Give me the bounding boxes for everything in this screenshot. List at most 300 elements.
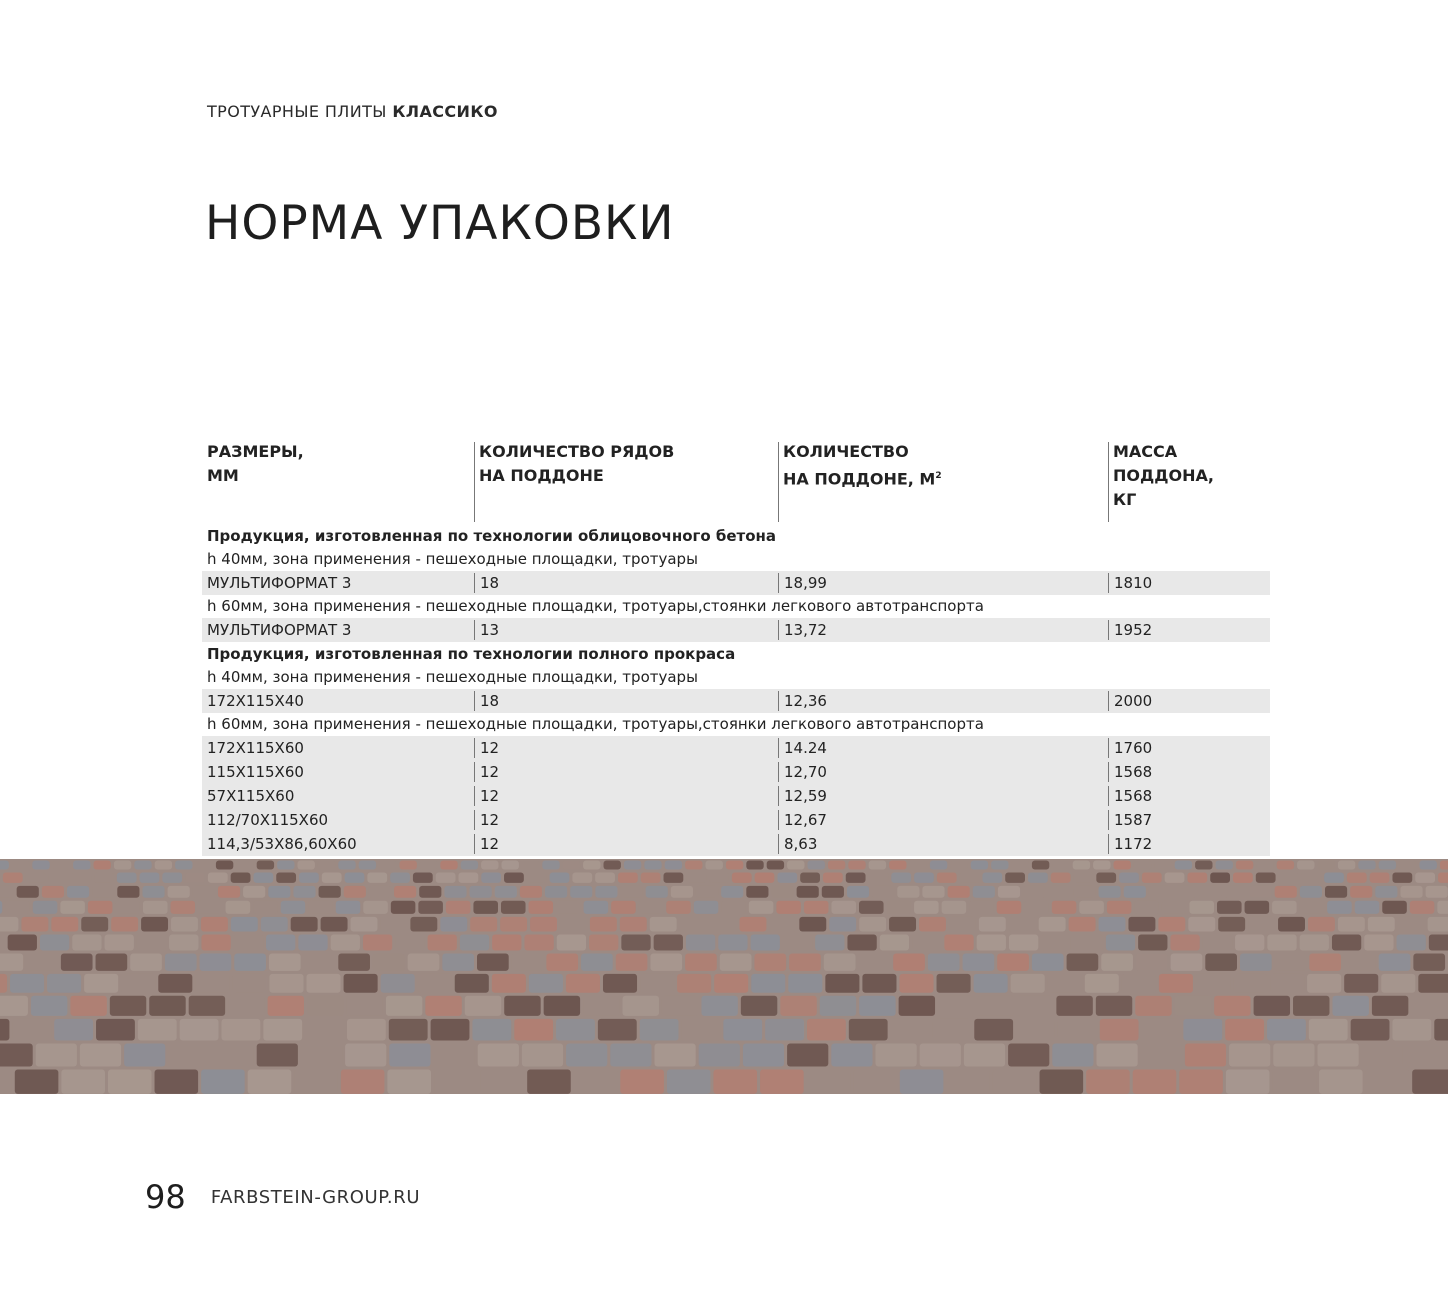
paver-stone (294, 1070, 338, 1094)
paver-stone (21, 917, 48, 932)
area-cell: 14.24 (778, 738, 827, 758)
paver-stone (180, 1019, 219, 1041)
paver-stone (1039, 917, 1066, 932)
paver-stone (105, 935, 134, 951)
paver-stone (51, 917, 78, 932)
paver-stone (33, 901, 58, 914)
paver-stone (200, 954, 232, 971)
paver-stone (149, 996, 185, 1016)
paver-stone (1138, 935, 1167, 951)
paver-stone (345, 873, 365, 883)
paver-stone (379, 861, 396, 870)
paver-stone (418, 901, 443, 914)
paver-stone (993, 1070, 1037, 1094)
paver-stone (713, 1070, 757, 1094)
paver-stone (872, 886, 894, 898)
paver-stone (709, 873, 729, 883)
paver-stone (1300, 886, 1322, 898)
paver-stone (111, 917, 138, 932)
paver-stone (804, 901, 829, 914)
paver-stone (950, 861, 967, 870)
paver-stone (611, 901, 636, 914)
paver-stone (169, 935, 198, 951)
paver-stone (201, 917, 228, 932)
rows-count-cell: 12 (474, 786, 499, 806)
page-kicker (207, 102, 498, 121)
paver-stone (1009, 917, 1036, 932)
paver-stone (305, 1019, 344, 1041)
paver-stone (1032, 861, 1049, 870)
paver-stone (853, 1070, 897, 1094)
paver-stone (522, 861, 539, 870)
paver-stone (1434, 1019, 1448, 1041)
paver-stone (1309, 954, 1341, 971)
paver-stone (1142, 873, 1162, 883)
paver-stone (1351, 1019, 1390, 1041)
paver-stone (557, 935, 586, 951)
paver-stone (974, 974, 1008, 993)
paver-stone (440, 861, 457, 870)
paver-stone (1011, 974, 1045, 993)
paver-stone (743, 1044, 784, 1067)
paver-stone (667, 1070, 711, 1094)
paver-stone (117, 873, 137, 883)
paver-stone (1032, 954, 1064, 971)
paver-stone (524, 935, 553, 951)
paver-stone (389, 1019, 428, 1041)
paver-stone (914, 901, 939, 914)
table-row (202, 808, 1270, 832)
paver-stone (520, 886, 542, 898)
paver-stone (347, 1019, 386, 1041)
column-divider (474, 442, 475, 522)
paver-stone (1100, 1019, 1139, 1041)
paver-stone (291, 917, 318, 932)
paver-stone (0, 974, 7, 993)
paver-stone (1332, 996, 1368, 1016)
paver-stone (1272, 1070, 1316, 1094)
paver-stone (158, 974, 192, 993)
paver-stone (847, 886, 869, 898)
paver-stone (301, 1044, 342, 1067)
paver-stone (616, 954, 648, 971)
paver-stone (319, 886, 341, 898)
paver-stone (117, 886, 139, 898)
paver-stone (641, 873, 661, 883)
paver-stone (1370, 873, 1390, 883)
paver-stone (944, 935, 973, 951)
paver-stone (542, 861, 559, 870)
paver-stone (1438, 873, 1448, 883)
size-cell: 114,3/53Х86,60Х60 (207, 835, 357, 853)
paver-stone (1133, 1070, 1177, 1094)
paver-stone (1136, 954, 1168, 971)
paver-stone (655, 1044, 696, 1067)
paver-stone (307, 974, 341, 993)
column-header-size: РАЗМЕРЫ, ММ (207, 442, 304, 485)
paver-stone (140, 873, 160, 883)
paver-stone (1154, 861, 1171, 870)
paver-stone (346, 996, 382, 1016)
paver-stone (880, 935, 909, 951)
paver-stone (1250, 886, 1272, 898)
paver-stone (849, 1019, 888, 1041)
paver-stone (1056, 996, 1092, 1016)
paver-stone (598, 1019, 637, 1041)
paver-stone (8, 935, 37, 951)
paver-stone (1101, 954, 1133, 971)
paver-stone (1134, 861, 1151, 870)
paver-stone (974, 1019, 1013, 1041)
paver-stone (277, 861, 294, 870)
paver-stone (1225, 1019, 1264, 1041)
paver-stone (299, 873, 319, 883)
paver-stone (1392, 1019, 1431, 1041)
paver-stone (583, 996, 619, 1016)
mass-cell: 1952 (1108, 620, 1152, 640)
paver-stone (162, 873, 182, 883)
paver-stone (1158, 917, 1185, 932)
paver-stone (694, 901, 719, 914)
paver-stone (269, 974, 303, 993)
paver-stone (1229, 1044, 1270, 1067)
paver-stone (1236, 861, 1253, 870)
paver-stone (640, 1019, 679, 1041)
paver-stone (94, 861, 111, 870)
paver-stone (390, 873, 410, 883)
paver-stone (84, 974, 118, 993)
paver-stone (1358, 861, 1375, 870)
paver-stone (420, 861, 437, 870)
paver-stone (171, 901, 196, 914)
paver-stone (1350, 886, 1372, 898)
paver-stone (823, 873, 843, 883)
group-label: h 40мм, зона применения - пешеходные площадки, тротуары (207, 668, 698, 686)
paver-stone (1368, 917, 1395, 932)
paver-stone (529, 901, 554, 914)
paver-stone (922, 886, 944, 898)
paver-stone (1189, 901, 1214, 914)
paver-stone (1052, 861, 1069, 870)
paver-stone (1413, 954, 1445, 971)
paver-stone (1397, 935, 1426, 951)
paver-stone (367, 873, 387, 883)
table-row (202, 736, 1270, 760)
paver-stone (171, 917, 198, 932)
paver-stone (595, 886, 617, 898)
paver-stone (268, 996, 304, 1016)
paver-stone (400, 861, 417, 870)
paver-stone (893, 954, 925, 971)
paver-stone (338, 861, 355, 870)
paver-stone (1300, 901, 1325, 914)
paver-stone (473, 901, 498, 914)
paver-stone (434, 1044, 475, 1067)
paver-stone (185, 873, 205, 883)
paver-stone (1428, 917, 1448, 932)
paver-stone (226, 901, 251, 914)
paver-stone (831, 1044, 872, 1067)
paver-stone (807, 1019, 846, 1041)
paver-stone (1379, 861, 1396, 870)
packing-table (202, 440, 1270, 856)
paver-stone (666, 901, 691, 914)
paver-stone (318, 861, 335, 870)
paver-stone (973, 886, 995, 898)
paver-stone (610, 1044, 651, 1067)
paver-stone (910, 861, 927, 870)
paver-stone (0, 1019, 9, 1041)
paver-stone (363, 901, 388, 914)
paver-stone (1248, 917, 1275, 932)
paver-stone (1275, 886, 1297, 898)
rows-count-cell: 12 (474, 810, 499, 830)
mass-cell: 1172 (1108, 834, 1152, 854)
paver-stone (590, 917, 617, 932)
paver-stone (213, 1044, 254, 1067)
paver-stone (680, 917, 707, 932)
paver-stone (937, 873, 957, 883)
paver-stone (1256, 861, 1273, 870)
paver-stone (732, 873, 752, 883)
paver-stone (584, 901, 609, 914)
paver-stone (26, 954, 58, 971)
paver-stone (1278, 917, 1305, 932)
paver-stone (338, 954, 370, 971)
paver-stone (1170, 935, 1199, 951)
paver-stone (529, 974, 563, 993)
paver-stone (603, 974, 637, 993)
paver-stone (574, 1070, 618, 1094)
paver-stone (829, 917, 856, 932)
paver-stone (1141, 1044, 1182, 1067)
paver-stone (61, 954, 93, 971)
paver-stone (776, 901, 801, 914)
paver-stone (718, 935, 747, 951)
paver-stone (1275, 954, 1307, 971)
paver-stone (899, 974, 933, 993)
paver-stone (208, 873, 228, 883)
paver-stone (662, 996, 698, 1016)
paver-stone (566, 974, 600, 993)
paver-stone (504, 996, 540, 1016)
paver-stone (394, 886, 416, 898)
paver-stone (1051, 873, 1071, 883)
paver-stone (268, 886, 290, 898)
paver-stone (1041, 935, 1070, 951)
paver-stone (124, 1044, 165, 1067)
paver-stone (998, 886, 1020, 898)
column-header-rows: КОЛИЧЕСТВО РЯДОВ НА ПОДДОНЕ (479, 442, 675, 485)
paver-stone (621, 886, 643, 898)
paver-stone (749, 901, 774, 914)
paver-stone (1267, 1019, 1306, 1041)
paver-stone (341, 1070, 385, 1094)
paver-stone (723, 1019, 762, 1041)
paver-stone (789, 954, 821, 971)
table-row (202, 760, 1270, 784)
paver-stone (444, 886, 466, 898)
paver-stone (1411, 996, 1447, 1016)
paver-stone (1040, 1070, 1084, 1094)
paver-stone (1122, 974, 1156, 993)
paver-stone (1175, 861, 1192, 870)
paver-stone (682, 1019, 721, 1041)
paver-stone (31, 996, 67, 1016)
paver-stone (359, 861, 376, 870)
paver-stone (828, 861, 845, 870)
paver-stone (243, 886, 265, 898)
paver-stone (470, 917, 497, 932)
table-row (202, 571, 1270, 595)
rows-count-cell: 18 (474, 691, 499, 711)
paver-stone (1279, 873, 1299, 883)
paver-stone (1301, 873, 1321, 883)
paver-stone (891, 1019, 930, 1041)
table-row (202, 832, 1270, 856)
paver-stone (1124, 886, 1146, 898)
paver-stone (1218, 917, 1245, 932)
paver-stone (1069, 917, 1096, 932)
paver-stone (67, 886, 89, 898)
paver-stone (1058, 1019, 1097, 1041)
paver-stone (308, 901, 333, 914)
paver-stone (859, 917, 886, 932)
paver-stone (1256, 873, 1276, 883)
paver-stone (137, 935, 166, 951)
paver-stone (767, 861, 784, 870)
paver-stone (777, 873, 797, 883)
paver-stone (1240, 954, 1272, 971)
paver-stone (10, 974, 44, 993)
paver-stone (721, 901, 746, 914)
paver-stone (1300, 935, 1329, 951)
paver-stone (92, 886, 114, 898)
paver-stone (344, 886, 366, 898)
paver-stone (222, 1019, 261, 1041)
paver-stone (1073, 886, 1095, 898)
paver-stone (1134, 901, 1159, 914)
column-header-area: КОЛИЧЕСТВО НА ПОДДОНЕ, $М^2$ (783, 442, 942, 489)
paver-stone (621, 935, 650, 951)
paver-stone (121, 974, 155, 993)
paver-stone (15, 1070, 59, 1094)
paver-stone (134, 861, 151, 870)
paver-stone (831, 901, 856, 914)
paver-stone (1319, 1070, 1363, 1094)
size-cell: 112/70Х115Х60 (207, 811, 329, 829)
paver-stone (787, 1044, 828, 1067)
paver-stone (720, 954, 752, 971)
paver-stone (198, 901, 223, 914)
paver-stone (942, 901, 967, 914)
paver-stone (446, 901, 471, 914)
group-label: h 60мм, зона применения - пешеходные площадки, тротуары,стоянки легкового автотранспорта (207, 715, 984, 733)
paver-stone (0, 861, 9, 870)
paver-stone (1028, 873, 1048, 883)
paver-stone (461, 861, 478, 870)
paver-stone (620, 1070, 664, 1094)
paver-stone (618, 873, 638, 883)
mass-cell: 1568 (1108, 786, 1152, 806)
paver-stone (685, 861, 702, 870)
paver-stone (54, 1019, 93, 1041)
paver-stone (686, 935, 715, 951)
paver-stone (755, 873, 775, 883)
paver-stone (1086, 1070, 1130, 1094)
paver-stone (751, 935, 780, 951)
paver-stone (820, 996, 856, 1016)
paver-stone (81, 917, 108, 932)
paver-stone (73, 861, 90, 870)
paver-stone (196, 861, 213, 870)
paver-stone (12, 861, 29, 870)
paver-stone (1440, 861, 1448, 870)
paver-stone (1106, 935, 1135, 951)
kicker-series: КЛАССИКО (392, 102, 498, 121)
paver-stone (522, 1044, 563, 1067)
area-cell: 18,99 (778, 573, 827, 593)
area-cell: 8,63 (778, 834, 817, 854)
paver-stone (846, 873, 866, 883)
paver-stone (1210, 873, 1230, 883)
paver-stone (969, 901, 994, 914)
paver-stone (425, 996, 461, 1016)
paver-stone (40, 935, 69, 951)
paver-stone (3, 873, 23, 883)
paver-stone (1096, 873, 1116, 883)
paver-stone (492, 974, 526, 993)
paver-stone (236, 861, 253, 870)
paver-stone (604, 861, 621, 870)
paver-stone (815, 935, 844, 951)
paver-stone (1005, 873, 1025, 883)
paver-stone (5, 901, 30, 914)
paver-stone (1135, 996, 1171, 1016)
paver-stone (1381, 974, 1415, 993)
paver-stone (1400, 886, 1422, 898)
paver-stone (982, 873, 1002, 883)
paver-stone (797, 886, 819, 898)
paver-stone (977, 935, 1006, 951)
paver-stone (281, 901, 306, 914)
paver-stone (386, 996, 422, 1016)
paver-stone (130, 954, 162, 971)
paver-stone (0, 996, 28, 1016)
paver-stone (1233, 873, 1253, 883)
website-link[interactable]: FARBSTEIN-GROUP.RU (210, 1186, 421, 1208)
paver-stone (556, 1019, 595, 1041)
paver-stone (175, 861, 192, 870)
paver-stone (216, 861, 233, 870)
paver-stone (345, 1044, 386, 1067)
paver-stone (110, 996, 146, 1016)
paver-stone (859, 996, 895, 1016)
paver-stone (788, 974, 822, 993)
paver-stone (266, 935, 295, 951)
size-cell: 172Х115Х60 (207, 739, 304, 757)
paver-stone (589, 935, 618, 951)
paver-stone (1017, 996, 1053, 1016)
paver-stone (1217, 901, 1242, 914)
paver-stone (1415, 873, 1435, 883)
paver-stone (1325, 886, 1347, 898)
area-cell: 12,59 (778, 786, 827, 806)
page-footer (145, 1178, 420, 1216)
paver-stone (1332, 935, 1361, 951)
paver-stone (0, 1044, 33, 1067)
paver-stone (847, 935, 876, 951)
